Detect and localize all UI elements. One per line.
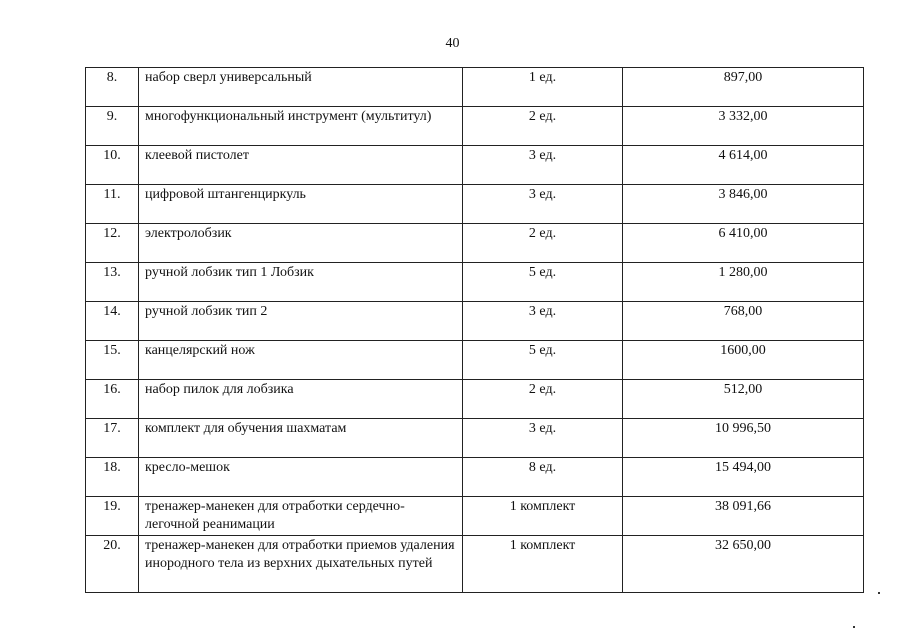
item-quantity: 1 комплект — [463, 536, 623, 593]
item-name: тренажер-манекен для отработки сердечно-легочной реанимации — [139, 497, 463, 536]
item-price: 3 846,00 — [623, 185, 864, 224]
item-name: клеевой пистолет — [139, 146, 463, 185]
item-price: 32 650,00 — [623, 536, 864, 593]
item-price: 897,00 — [623, 68, 864, 107]
row-number: 16. — [86, 380, 139, 419]
item-quantity: 3 ед. — [463, 146, 623, 185]
item-price: 6 410,00 — [623, 224, 864, 263]
table-row — [86, 419, 864, 458]
item-price: 1 280,00 — [623, 263, 864, 302]
item-quantity: 8 ед. — [463, 458, 623, 497]
scan-speck — [878, 592, 880, 594]
table-row — [86, 380, 864, 419]
table-row — [86, 185, 864, 224]
row-number: 8. — [86, 68, 139, 107]
item-price: 1600,00 — [623, 341, 864, 380]
item-name: многофункциональный инструмент (мультитул) — [139, 107, 463, 146]
item-price: 38 091,66 — [623, 497, 864, 536]
item-price: 4 614,00 — [623, 146, 864, 185]
row-number: 11. — [86, 185, 139, 224]
item-name: набор пилок для лобзика — [139, 380, 463, 419]
table-row — [86, 341, 864, 380]
item-quantity: 3 ед. — [463, 302, 623, 341]
item-quantity: 2 ед. — [463, 224, 623, 263]
page-number: 40 — [445, 36, 460, 51]
item-quantity: 5 ед. — [463, 341, 623, 380]
table-row — [86, 107, 864, 146]
table-row — [86, 68, 864, 107]
item-price: 512,00 — [623, 380, 864, 419]
table-row — [86, 302, 864, 341]
table-row — [86, 263, 864, 302]
item-name: тренажер-манекен для отработки приемов удаления инородного тела из верхних дыхательных путей — [139, 536, 463, 593]
item-name: набор сверл универсальный — [139, 68, 463, 107]
row-number: 17. — [86, 419, 139, 458]
row-number: 15. — [86, 341, 139, 380]
table-row — [86, 536, 864, 593]
table-row — [86, 224, 864, 263]
item-name: цифровой штангенциркуль — [139, 185, 463, 224]
row-number: 14. — [86, 302, 139, 341]
item-name: электролобзик — [139, 224, 463, 263]
item-price: 15 494,00 — [623, 458, 864, 497]
table-row — [86, 458, 864, 497]
item-quantity: 2 ед. — [463, 107, 623, 146]
item-quantity: 2 ед. — [463, 380, 623, 419]
item-name: ручной лобзик тип 2 — [139, 302, 463, 341]
item-name: кресло-мешок — [139, 458, 463, 497]
item-quantity: 5 ед. — [463, 263, 623, 302]
item-name: канцелярский нож — [139, 341, 463, 380]
items-table — [85, 67, 864, 593]
row-number: 10. — [86, 146, 139, 185]
item-name: ручной лобзик тип 1 Лобзик — [139, 263, 463, 302]
row-number: 19. — [86, 497, 139, 536]
row-number: 13. — [86, 263, 139, 302]
row-number: 9. — [86, 107, 139, 146]
table-row — [86, 497, 864, 536]
table-row — [86, 146, 864, 185]
row-number: 18. — [86, 458, 139, 497]
item-quantity: 1 комплект — [463, 497, 623, 536]
item-price: 768,00 — [623, 302, 864, 341]
item-quantity: 1 ед. — [463, 68, 623, 107]
item-quantity: 3 ед. — [463, 419, 623, 458]
item-price: 10 996,50 — [623, 419, 864, 458]
row-number: 20. — [86, 536, 139, 593]
row-number: 12. — [86, 224, 139, 263]
item-price: 3 332,00 — [623, 107, 864, 146]
scan-speck — [853, 626, 855, 628]
item-quantity: 3 ед. — [463, 185, 623, 224]
item-name: комплект для обучения шахматам — [139, 419, 463, 458]
